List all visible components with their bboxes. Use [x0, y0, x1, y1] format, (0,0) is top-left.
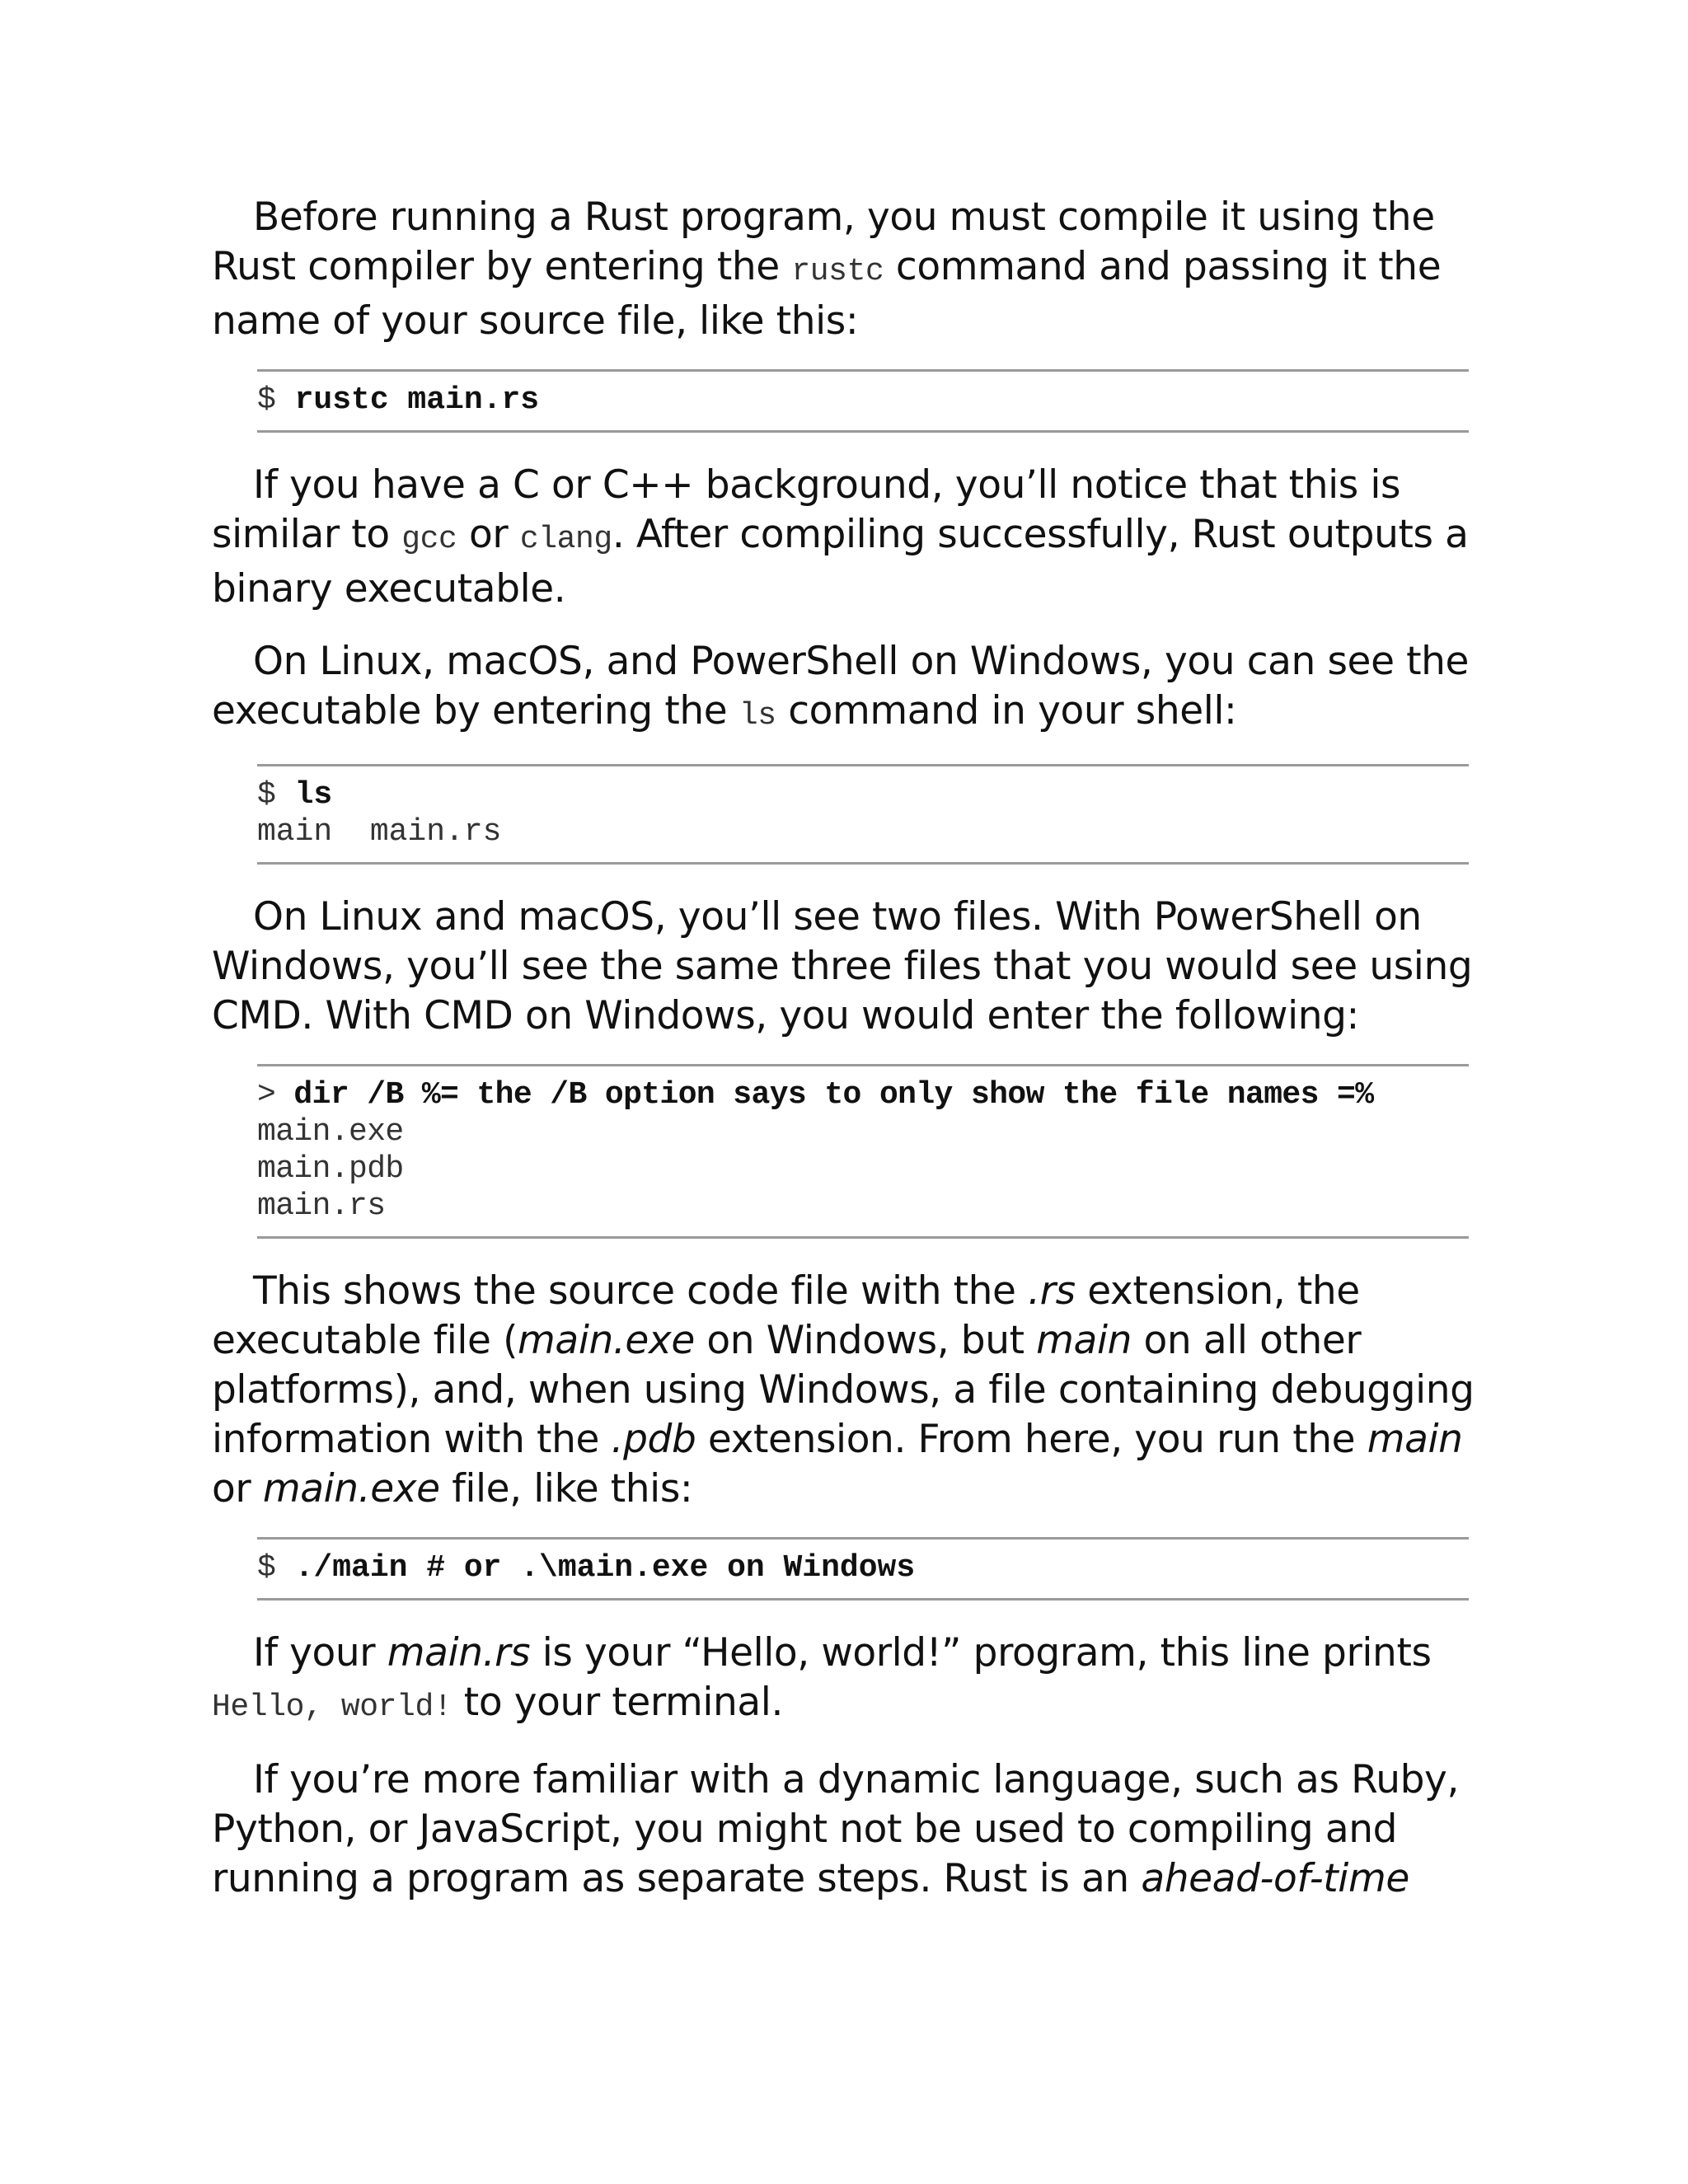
shell-prompt: $	[257, 1550, 295, 1586]
text-run: or	[457, 512, 520, 557]
emphasis: .rs	[1028, 1268, 1076, 1314]
text-run: On Linux, macOS, and PowerShell on Windows, you can see the executable by entering the	[212, 639, 1470, 733]
shell-command: rustc main.rs	[294, 382, 540, 418]
code-block-compile	[257, 369, 1469, 433]
emphasis: main.rs	[387, 1630, 531, 1675]
code-block-ls	[257, 764, 1469, 865]
shell-command: dir /B %= the /B option says to only show the file names =%	[293, 1077, 1374, 1113]
paragraph-c-background	[212, 461, 1498, 614]
text-run: extension, the executable file (	[212, 1268, 1360, 1363]
code-block-run	[257, 1537, 1469, 1601]
text-run: to your terminal.	[452, 1680, 784, 1725]
shell-prompt: $	[257, 777, 295, 813]
paragraph-compile-intro	[212, 193, 1498, 346]
shell-command: ./main # or .\main.exe on Windows	[294, 1550, 916, 1586]
code-block-dir	[257, 1064, 1469, 1239]
paragraph-dynamic-languages	[212, 1755, 1498, 1904]
text-run: on Windows, but	[694, 1318, 1037, 1363]
inline-code-rustc: rustc	[791, 254, 884, 289]
code-output-line: main.pdb	[257, 1151, 404, 1187]
emphasis: ahead-of-time	[1141, 1856, 1409, 1901]
inline-code-clang: clang	[519, 522, 612, 557]
text-run: file, like this:	[439, 1466, 693, 1511]
code-output-line: main main.rs	[257, 814, 502, 850]
text-run: If your	[253, 1630, 387, 1675]
code-output-line: main.rs	[257, 1188, 386, 1224]
shell-prompt: >	[257, 1077, 294, 1113]
code-output-line: main.exe	[257, 1114, 404, 1150]
text-run: Before running a Rust program, you must compile it using the Rust compiler by entering the	[212, 194, 1435, 289]
text-run: command and passing it the name of your source file, like this:	[212, 244, 1442, 344]
text-run: . After compiling successfully, Rust outputs a binary executable.	[212, 512, 1469, 612]
text-run: extension. From here, you run the	[696, 1417, 1367, 1462]
shell-prompt: $	[257, 382, 295, 418]
text-run: If you’re more familiar with a dynamic language, such as Ruby, Python, or JavaScript, you might not be used to compiling and running a program as separate steps. Rust is an	[212, 1757, 1459, 1901]
code-line	[257, 382, 1469, 419]
emphasis: main.exe	[518, 1318, 695, 1363]
text-run: command in your shell:	[776, 688, 1237, 733]
code-line	[257, 1076, 1469, 1113]
inline-code-gcc: gcc	[401, 522, 457, 557]
inline-code-hello-world: Hello, world!	[212, 1690, 452, 1725]
emphasis: .pdb	[611, 1417, 696, 1462]
paragraph-file-explanation	[212, 1267, 1498, 1514]
text-run: is your “Hello, world!” program, this line prints	[530, 1630, 1432, 1675]
text-run: on all other platforms), and, when using Windows, a file containing debugging information with the	[212, 1318, 1475, 1462]
paragraph-two-files: On Linux and macOS, you’ll see two files. With PowerShell on Windows, you’ll see the same three files that you would see using CMD. With CMD on Windows, you would enter the following:	[212, 894, 1473, 1038]
inline-code-ls: ls	[738, 698, 776, 733]
text-run: If you have a C or C++ background, you’ll notice that this is similar to	[212, 462, 1401, 557]
emphasis: main.exe	[262, 1466, 440, 1511]
code-line	[257, 776, 1469, 813]
emphasis: main	[1367, 1417, 1463, 1462]
page-content	[212, 193, 1498, 1904]
shell-command: ls	[294, 777, 333, 813]
paragraph-hello-world	[212, 1629, 1498, 1732]
paragraph-ls-intro	[212, 637, 1498, 741]
code-line	[257, 1549, 1469, 1586]
text-run: This shows the source code file with the	[253, 1268, 1029, 1314]
text-run: or	[212, 1466, 263, 1511]
emphasis: main	[1036, 1318, 1132, 1363]
